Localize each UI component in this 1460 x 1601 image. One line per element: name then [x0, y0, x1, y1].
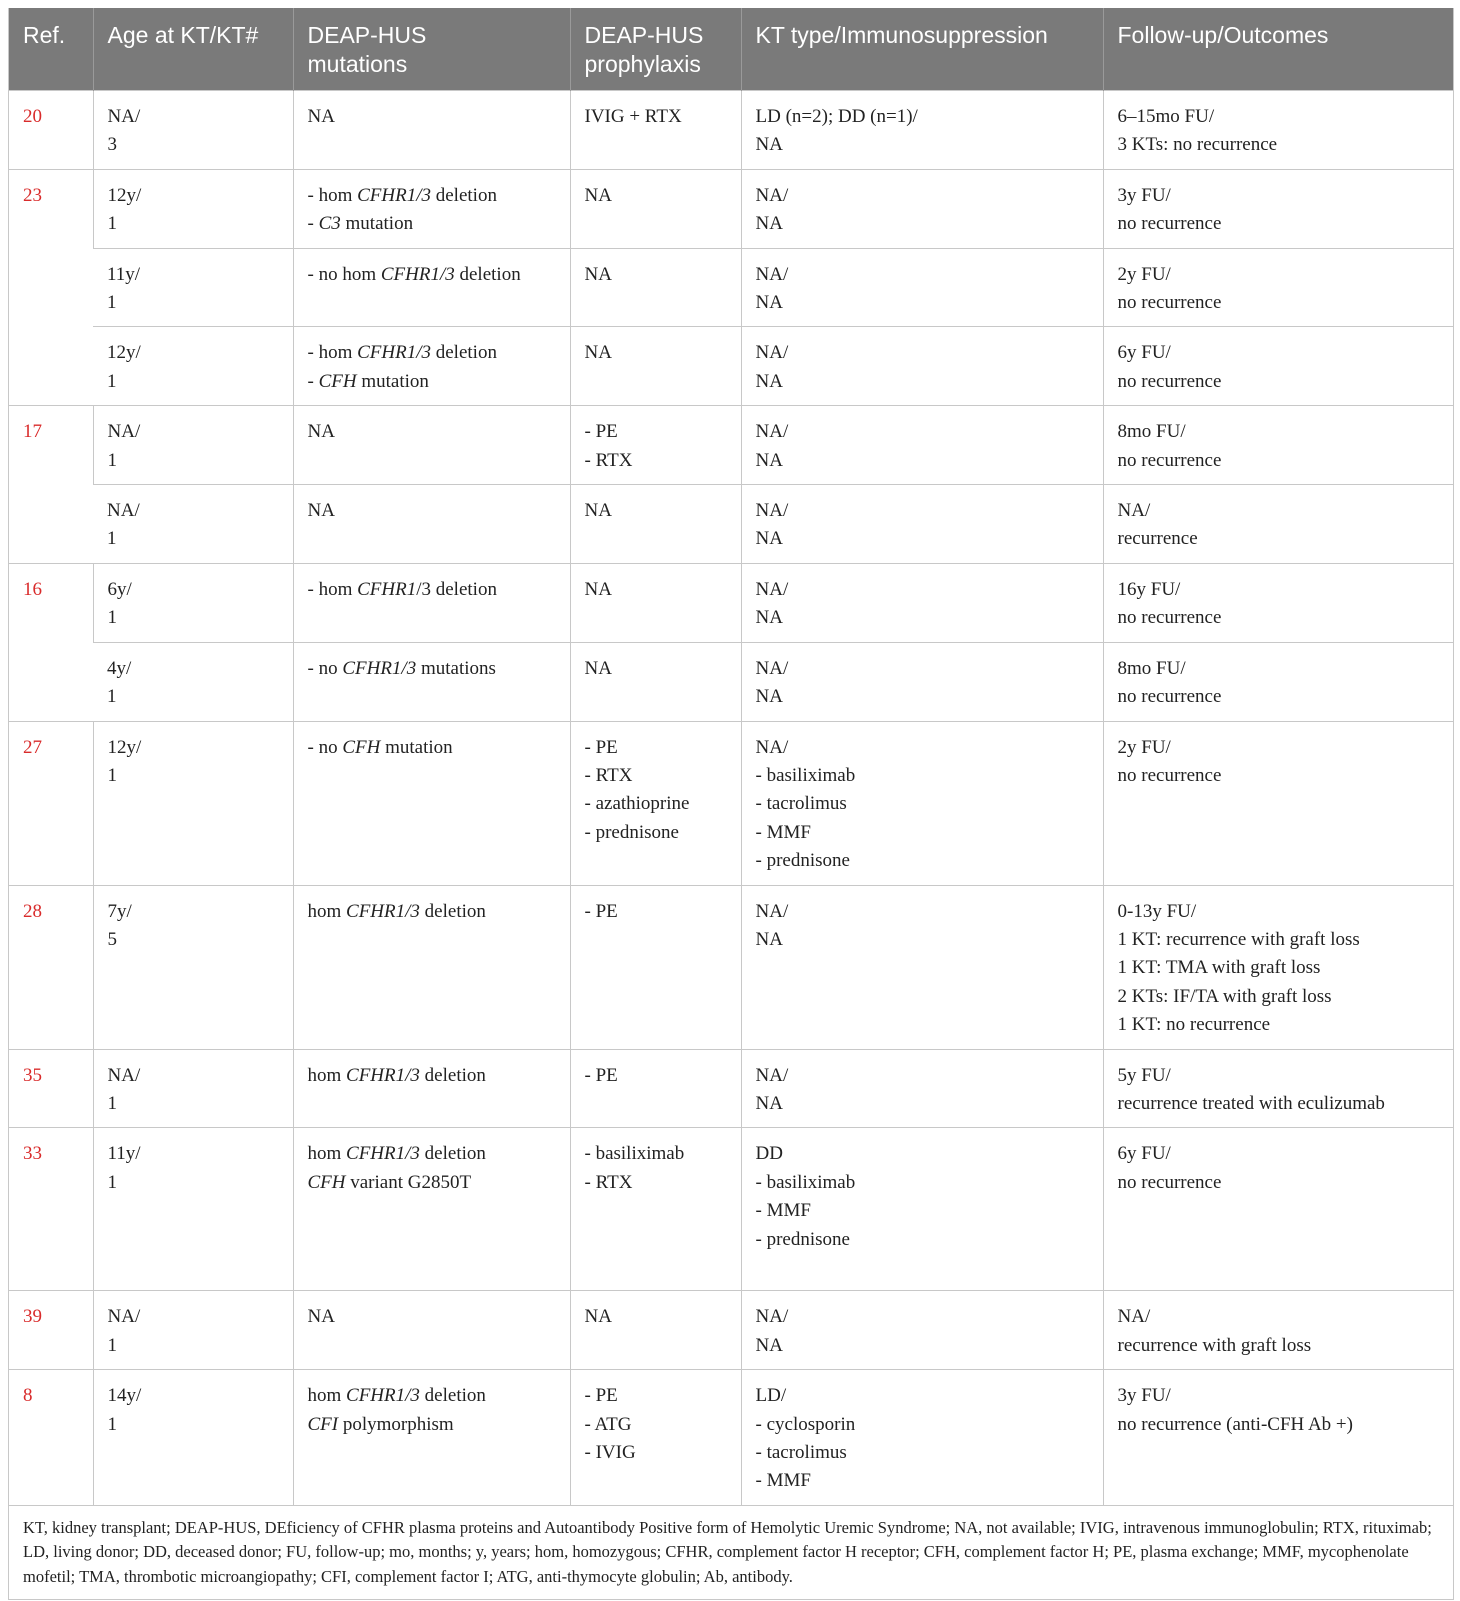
mutations-cell	[293, 642, 570, 721]
mutation-text: NA	[307, 421, 335, 443]
age-cell	[93, 248, 293, 327]
age-cell-line: 14y/	[107, 1385, 142, 1407]
mutations-line	[308, 182, 556, 210]
mutation-text: NA	[307, 1306, 335, 1328]
column-header	[93, 8, 293, 91]
kt-type-cell-line: - MMF	[755, 1470, 811, 1492]
age-cell	[93, 1049, 293, 1128]
age-cell-line: NA/	[107, 500, 140, 522]
mutations-line	[308, 576, 556, 604]
mutation-text: hom	[307, 900, 347, 922]
mutations-cell	[293, 885, 570, 1049]
kt-type-cell-line: - prednisone	[755, 850, 850, 872]
kt-type-cell-line: - tacrolimus	[755, 793, 847, 815]
kt-type-cell-line: NA/	[755, 500, 789, 522]
kt-type-cell-line: NA/	[755, 1064, 789, 1086]
age-cell	[93, 1291, 293, 1370]
age-cell-line: 1	[107, 370, 117, 392]
outcomes-cell-line: NA/	[1117, 500, 1151, 522]
column-header	[293, 8, 570, 91]
kt-type-cell-line: NA	[755, 449, 783, 471]
mutations-cell	[293, 721, 570, 885]
kt-type-cell	[741, 327, 1103, 406]
reference-cell: 28	[9, 885, 93, 1049]
table-row	[9, 1370, 1453, 1505]
mutation-text: - hom	[307, 578, 358, 600]
kt-type-cell-line: NA	[755, 686, 783, 708]
outcomes-cell-line: no recurrence (anti-CFH Ab +)	[1117, 1413, 1353, 1435]
table-row	[9, 1291, 1453, 1370]
table-row	[9, 1049, 1453, 1128]
kt-type-cell-line: NA	[755, 292, 783, 314]
prophylaxis-cell	[570, 327, 741, 406]
outcomes-cell	[1103, 642, 1453, 721]
mutation-text: /3 deletion	[416, 578, 497, 600]
gene-name: CFHR1/3	[342, 657, 417, 679]
outcomes-cell-line: 8mo FU/	[1117, 421, 1186, 443]
prophylaxis-cell-line: - PE	[584, 736, 618, 758]
reference-cell: 23	[9, 169, 93, 405]
outcomes-cell-line: 3y FU/	[1117, 1385, 1171, 1407]
outcomes-cell-line: 3y FU/	[1117, 184, 1171, 206]
age-cell-line: 11y/	[107, 1143, 141, 1165]
mutation-text: hom	[307, 1064, 347, 1086]
prophylaxis-cell	[570, 406, 741, 485]
mutations-line	[308, 339, 556, 367]
kt-type-cell	[741, 1128, 1103, 1291]
kt-type-cell-line: NA/	[755, 342, 789, 364]
mutation-text: deletion	[419, 1385, 486, 1407]
kt-type-cell-line: - tacrolimus	[755, 1442, 847, 1463]
kt-type-cell	[741, 642, 1103, 721]
prophylaxis-cell-line: - basiliximab	[584, 1143, 685, 1165]
mutations-line	[308, 734, 556, 762]
mutations-cell	[293, 248, 570, 327]
kt-type-cell-line: NA	[755, 1092, 783, 1114]
kt-type-cell	[741, 563, 1103, 642]
outcomes-cell-line: recurrence treated with eculizumab	[1117, 1092, 1385, 1114]
prophylaxis-cell-line: - PE	[584, 900, 618, 922]
age-cell-line: 1	[107, 764, 117, 786]
kt-type-cell	[741, 1370, 1103, 1505]
prophylaxis-cell-line: - IVIG	[584, 1442, 636, 1463]
age-cell-line: 1	[107, 528, 117, 550]
prophylaxis-cell	[570, 1291, 741, 1370]
column-header	[1103, 8, 1453, 91]
age-cell	[93, 885, 293, 1049]
mutation-text: deletion	[419, 1064, 486, 1086]
kt-type-cell-line: NA	[755, 528, 783, 550]
age-cell-line: 1	[107, 1413, 117, 1435]
table-row	[9, 642, 1453, 721]
outcomes-cell-line: recurrence	[1117, 528, 1198, 550]
table-row	[9, 169, 1453, 248]
mutations-cell	[293, 1128, 570, 1291]
outcomes-cell	[1103, 169, 1453, 248]
age-cell	[93, 485, 293, 564]
kt-type-cell-line: NA	[755, 1334, 783, 1356]
kt-type-cell-line: - MMF	[755, 821, 811, 843]
kt-type-cell-line: DD	[755, 1143, 783, 1165]
kt-type-cell-line: NA	[755, 213, 783, 235]
prophylaxis-cell-line: - PE	[584, 1385, 618, 1407]
gene-name: CFHR1/3	[346, 1143, 420, 1165]
reference-cell: 35	[9, 1049, 93, 1128]
table-body	[9, 91, 1453, 1505]
prophylaxis-cell-line: - azathioprine	[584, 793, 690, 815]
prophylaxis-cell	[570, 563, 741, 642]
column-header	[9, 8, 93, 91]
mutations-cell	[293, 91, 570, 170]
outcomes-cell	[1103, 1291, 1453, 1370]
kt-type-cell	[741, 885, 1103, 1049]
table-header-row	[9, 8, 1453, 91]
kt-type-cell-line: LD/	[755, 1385, 787, 1407]
prophylaxis-cell	[570, 1370, 741, 1505]
gene-name: CFHR1	[357, 578, 417, 600]
mutations-cell	[293, 1370, 570, 1505]
table-row	[9, 721, 1453, 885]
mutation-text: - no hom	[307, 263, 381, 285]
prophylaxis-cell	[570, 248, 741, 327]
mutations-line	[308, 210, 556, 238]
reference-cell: 8	[9, 1370, 93, 1505]
outcomes-cell	[1103, 1128, 1453, 1291]
outcomes-cell-line: 6–15mo FU/	[1117, 106, 1215, 127]
prophylaxis-cell	[570, 721, 741, 885]
outcomes-cell	[1103, 91, 1453, 170]
table-container	[8, 8, 1454, 1600]
mutation-text: deletion	[431, 342, 497, 364]
kt-type-cell-line: - prednisone	[755, 1228, 850, 1250]
table-row	[9, 485, 1453, 564]
age-cell	[93, 327, 293, 406]
age-cell-line: NA/	[107, 1064, 141, 1086]
gene-name: CFH	[307, 1171, 346, 1193]
kt-type-cell	[741, 1049, 1103, 1128]
gene-name: CFH	[318, 370, 357, 392]
mutations-line	[308, 898, 556, 926]
prophylaxis-cell-line: NA	[584, 184, 612, 206]
kt-type-cell-line: NA/	[755, 1306, 789, 1328]
column-header	[741, 8, 1103, 91]
prophylaxis-cell-line: NA	[584, 342, 612, 364]
age-cell	[93, 563, 293, 642]
kt-type-cell-line: NA/	[755, 578, 789, 600]
kt-type-cell-line: NA/	[755, 736, 789, 758]
column-header-line: KT type/Immunosuppression	[755, 22, 1048, 48]
kt-type-cell-line: - cyclosporin	[755, 1413, 856, 1435]
age-cell	[93, 1370, 293, 1505]
outcomes-cell	[1103, 1049, 1453, 1128]
age-cell-line: 7y/	[107, 900, 132, 922]
outcomes-cell-line: 16y FU/	[1117, 578, 1181, 600]
mutation-text: NA	[307, 500, 335, 522]
outcomes-cell	[1103, 406, 1453, 485]
outcomes-cell-line: no recurrence	[1117, 292, 1222, 314]
reference-cell: 33	[9, 1128, 93, 1291]
age-cell	[93, 721, 293, 885]
prophylaxis-cell	[570, 169, 741, 248]
mutation-text: mutation	[356, 370, 429, 392]
mutation-text: mutation	[380, 736, 453, 758]
mutation-text: - no	[307, 657, 343, 679]
mutation-text: deletion	[454, 263, 521, 285]
kt-type-cell-line: NA	[755, 928, 783, 950]
column-header-line: Age at KT/KT#	[107, 22, 259, 48]
age-cell	[93, 642, 293, 721]
gene-name: CFHR1/3	[346, 900, 420, 922]
table-row	[9, 563, 1453, 642]
age-cell-line: 1	[107, 449, 117, 471]
gene-name: CFHR1/3	[380, 263, 455, 285]
age-cell-line: 11y/	[107, 263, 141, 285]
age-cell-line: 12y/	[107, 184, 142, 206]
outcomes-cell-line: 2y FU/	[1117, 736, 1171, 758]
outcomes-cell-line: no recurrence	[1117, 449, 1222, 471]
mutations-line	[308, 1062, 556, 1090]
prophylaxis-cell-line: NA	[584, 1306, 612, 1328]
prophylaxis-cell	[570, 485, 741, 564]
reference-cell: 39	[9, 1291, 93, 1370]
kt-type-cell	[741, 169, 1103, 248]
kt-type-cell-line: NA/	[755, 900, 789, 922]
kt-type-cell-line: - MMF	[755, 1200, 811, 1222]
prophylaxis-cell-line: - prednisone	[584, 821, 679, 843]
gene-name: CFH	[342, 736, 381, 758]
table-row	[9, 406, 1453, 485]
mutations-line	[308, 1382, 556, 1410]
outcomes-cell-line: recurrence with graft loss	[1117, 1334, 1312, 1356]
outcomes-cell	[1103, 485, 1453, 564]
mutation-text: variant G2850T	[345, 1171, 472, 1193]
prophylaxis-cell-line: - ATG	[584, 1413, 632, 1435]
age-cell-line: NA/	[107, 421, 141, 443]
gene-name: CFI	[307, 1413, 339, 1435]
outcomes-cell-line: no recurrence	[1117, 213, 1222, 235]
age-cell-line: 1	[107, 1092, 117, 1114]
outcomes-cell-line: no recurrence	[1117, 370, 1222, 392]
reference-cell: 17	[9, 406, 93, 564]
mutations-cell	[293, 327, 570, 406]
kt-type-cell-line: NA/	[755, 421, 789, 443]
kt-type-cell	[741, 721, 1103, 885]
age-cell-line: 6y/	[107, 578, 132, 600]
outcomes-cell	[1103, 885, 1453, 1049]
mutation-text: deletion	[419, 900, 486, 922]
age-cell-line: 1	[107, 686, 117, 708]
outcomes-cell-line: 8mo FU/	[1117, 657, 1186, 679]
mutations-line	[308, 655, 556, 683]
mutations-cell	[293, 1291, 570, 1370]
prophylaxis-cell	[570, 885, 741, 1049]
kt-type-cell-line: NA/	[755, 184, 789, 206]
table-row	[9, 327, 1453, 406]
column-header-line: Follow-up/Outcomes	[1117, 22, 1329, 48]
prophylaxis-cell-line: NA	[584, 578, 612, 600]
outcomes-cell-line: no recurrence	[1117, 607, 1222, 629]
outcomes-cell-line: 5y FU/	[1117, 1064, 1171, 1086]
age-cell-line: 1	[107, 607, 117, 629]
table-footnote: KT, kidney transplant; DEAP-HUS, DEficiency of CFHR plasma proteins and Autoantibody Positive form of Hemolytic Uremic Syndrome; NA, not available; IVIG, intravenous immunoglobulin; RTX, rituximab; LD, living donor; DD, deceased donor; FU, follow-up; mo, months; y, years; hom, homozygous; CFHR, complement factor H receptor; CFH, complement factor H; PE, plasma exchange; MMF, mycophenolate mofetil; TMA, thrombotic microangiopathy; CFI, complement factor I; ATG, anti-thymocyte globulin; Ab, antibody.	[9, 1505, 1453, 1600]
mutations-cell	[293, 169, 570, 248]
outcomes-cell-line: no recurrence	[1117, 764, 1222, 786]
kt-type-cell-line: NA	[755, 370, 783, 392]
outcomes-cell-line: 6y FU/	[1117, 342, 1171, 364]
table-row	[9, 885, 1453, 1049]
outcomes-cell	[1103, 248, 1453, 327]
mutation-text: -	[307, 370, 319, 392]
kt-type-cell	[741, 248, 1103, 327]
mutation-text: hom	[307, 1385, 347, 1407]
prophylaxis-cell	[570, 1049, 741, 1128]
kt-type-cell-line: NA/	[755, 263, 789, 285]
reference-cell: 20	[9, 91, 93, 170]
data-table	[9, 8, 1453, 1505]
outcomes-cell	[1103, 721, 1453, 885]
outcomes-cell-line: 1 KT: recurrence with graft loss	[1117, 928, 1360, 950]
mutations-line	[308, 368, 556, 396]
kt-type-cell	[741, 1291, 1103, 1370]
outcomes-cell	[1103, 563, 1453, 642]
reference-cell: 27	[9, 721, 93, 885]
mutations-line	[308, 497, 556, 525]
mutations-cell	[293, 485, 570, 564]
mutations-cell	[293, 563, 570, 642]
age-cell	[93, 169, 293, 248]
gene-name: CFHR1/3	[346, 1385, 420, 1407]
prophylaxis-cell	[570, 642, 741, 721]
outcomes-cell-line: 0-13y FU/	[1117, 900, 1197, 922]
kt-type-cell-line: NA/	[755, 657, 789, 679]
gene-name: C3	[318, 213, 341, 235]
mutations-cell	[293, 1049, 570, 1128]
column-header-line: prophylaxis	[584, 51, 701, 77]
gene-name: CFHR1/3	[357, 184, 431, 206]
age-cell-line: 12y/	[107, 736, 142, 758]
outcomes-cell	[1103, 1370, 1453, 1505]
prophylaxis-cell-line: - RTX	[584, 764, 633, 786]
column-header-line: Ref.	[23, 22, 66, 48]
column-header	[570, 8, 741, 91]
column-header-line: DEAP-HUS	[584, 22, 704, 48]
reference-cell: 16	[9, 563, 93, 721]
table-row	[9, 248, 1453, 327]
outcomes-cell-line: 2 KTs: IF/TA with graft loss	[1117, 985, 1332, 1007]
column-header-line: DEAP-HUS	[307, 22, 427, 48]
mutation-text: - hom	[307, 184, 358, 206]
mutations-line	[308, 1411, 556, 1439]
age-cell-line: 5	[107, 928, 117, 950]
outcomes-cell-line: 2y FU/	[1117, 263, 1171, 285]
prophylaxis-cell-line: - RTX	[584, 449, 633, 471]
mutations-line	[308, 261, 556, 289]
age-cell-line: 3	[107, 134, 117, 156]
mutations-line	[308, 418, 556, 446]
outcomes-cell-line: NA/	[1117, 1306, 1151, 1328]
kt-type-cell	[741, 485, 1103, 564]
kt-type-cell	[741, 406, 1103, 485]
mutation-text: deletion	[431, 184, 497, 206]
age-cell-line: 1	[107, 1334, 117, 1356]
outcomes-cell-line: 6y FU/	[1117, 1143, 1171, 1165]
column-header-line: mutations	[307, 51, 408, 77]
mutations-cell	[293, 406, 570, 485]
age-cell-line: 1	[107, 213, 117, 235]
mutation-text: deletion	[419, 1143, 486, 1165]
gene-name: CFHR1/3	[357, 342, 431, 364]
mutation-text: mutation	[340, 213, 414, 235]
outcomes-cell-line: 1 KT: no recurrence	[1117, 1014, 1271, 1036]
outcomes-cell-line: no recurrence	[1117, 686, 1222, 708]
table-row	[9, 91, 1453, 170]
mutation-text: - hom	[307, 342, 358, 364]
kt-type-cell-line: NA	[755, 607, 783, 629]
kt-type-cell	[741, 91, 1103, 170]
mutations-line	[308, 103, 556, 131]
age-cell-line: 12y/	[107, 342, 141, 364]
gene-name: CFHR1/3	[346, 1064, 420, 1086]
mutation-text: -	[307, 213, 319, 235]
outcomes-cell	[1103, 327, 1453, 406]
prophylaxis-cell	[570, 1128, 741, 1291]
prophylaxis-cell-line: NA	[584, 263, 612, 285]
mutation-text: polymorphism	[338, 1413, 454, 1435]
age-cell-line: NA/	[107, 1306, 141, 1328]
age-cell	[93, 1128, 293, 1291]
prophylaxis-cell-line: IVIG + RTX	[584, 106, 682, 127]
age-cell	[93, 91, 293, 170]
prophylaxis-cell-line: NA	[584, 500, 612, 522]
kt-type-cell-line: - basiliximab	[755, 1171, 856, 1193]
outcomes-cell-line: 3 KTs: no recurrence	[1117, 134, 1278, 156]
mutations-line	[308, 1140, 556, 1168]
outcomes-cell-line: no recurrence	[1117, 1171, 1222, 1193]
age-cell-line: NA/	[107, 106, 141, 127]
prophylaxis-cell	[570, 91, 741, 170]
mutation-text: NA	[307, 106, 335, 127]
mutations-line	[308, 1303, 556, 1331]
mutation-text: - no	[307, 736, 343, 758]
prophylaxis-cell-line: - PE	[584, 421, 618, 443]
mutations-line	[308, 1169, 556, 1197]
outcomes-cell-line: 1 KT: TMA with graft loss	[1117, 957, 1321, 979]
prophylaxis-cell-line: - PE	[584, 1064, 618, 1086]
table-row	[9, 1128, 1453, 1291]
age-cell	[93, 406, 293, 485]
prophylaxis-cell-line: - RTX	[584, 1171, 633, 1193]
mutation-text: hom	[307, 1143, 347, 1165]
kt-type-cell-line: - basiliximab	[755, 764, 856, 786]
age-cell-line: 4y/	[107, 657, 132, 679]
mutation-text: mutations	[416, 657, 496, 679]
kt-type-cell-line: LD (n=2); DD (n=1)/	[755, 106, 918, 127]
age-cell-line: 1	[107, 292, 117, 314]
age-cell-line: 1	[107, 1171, 117, 1193]
prophylaxis-cell-line: NA	[584, 657, 612, 679]
kt-type-cell-line: NA	[755, 134, 783, 156]
